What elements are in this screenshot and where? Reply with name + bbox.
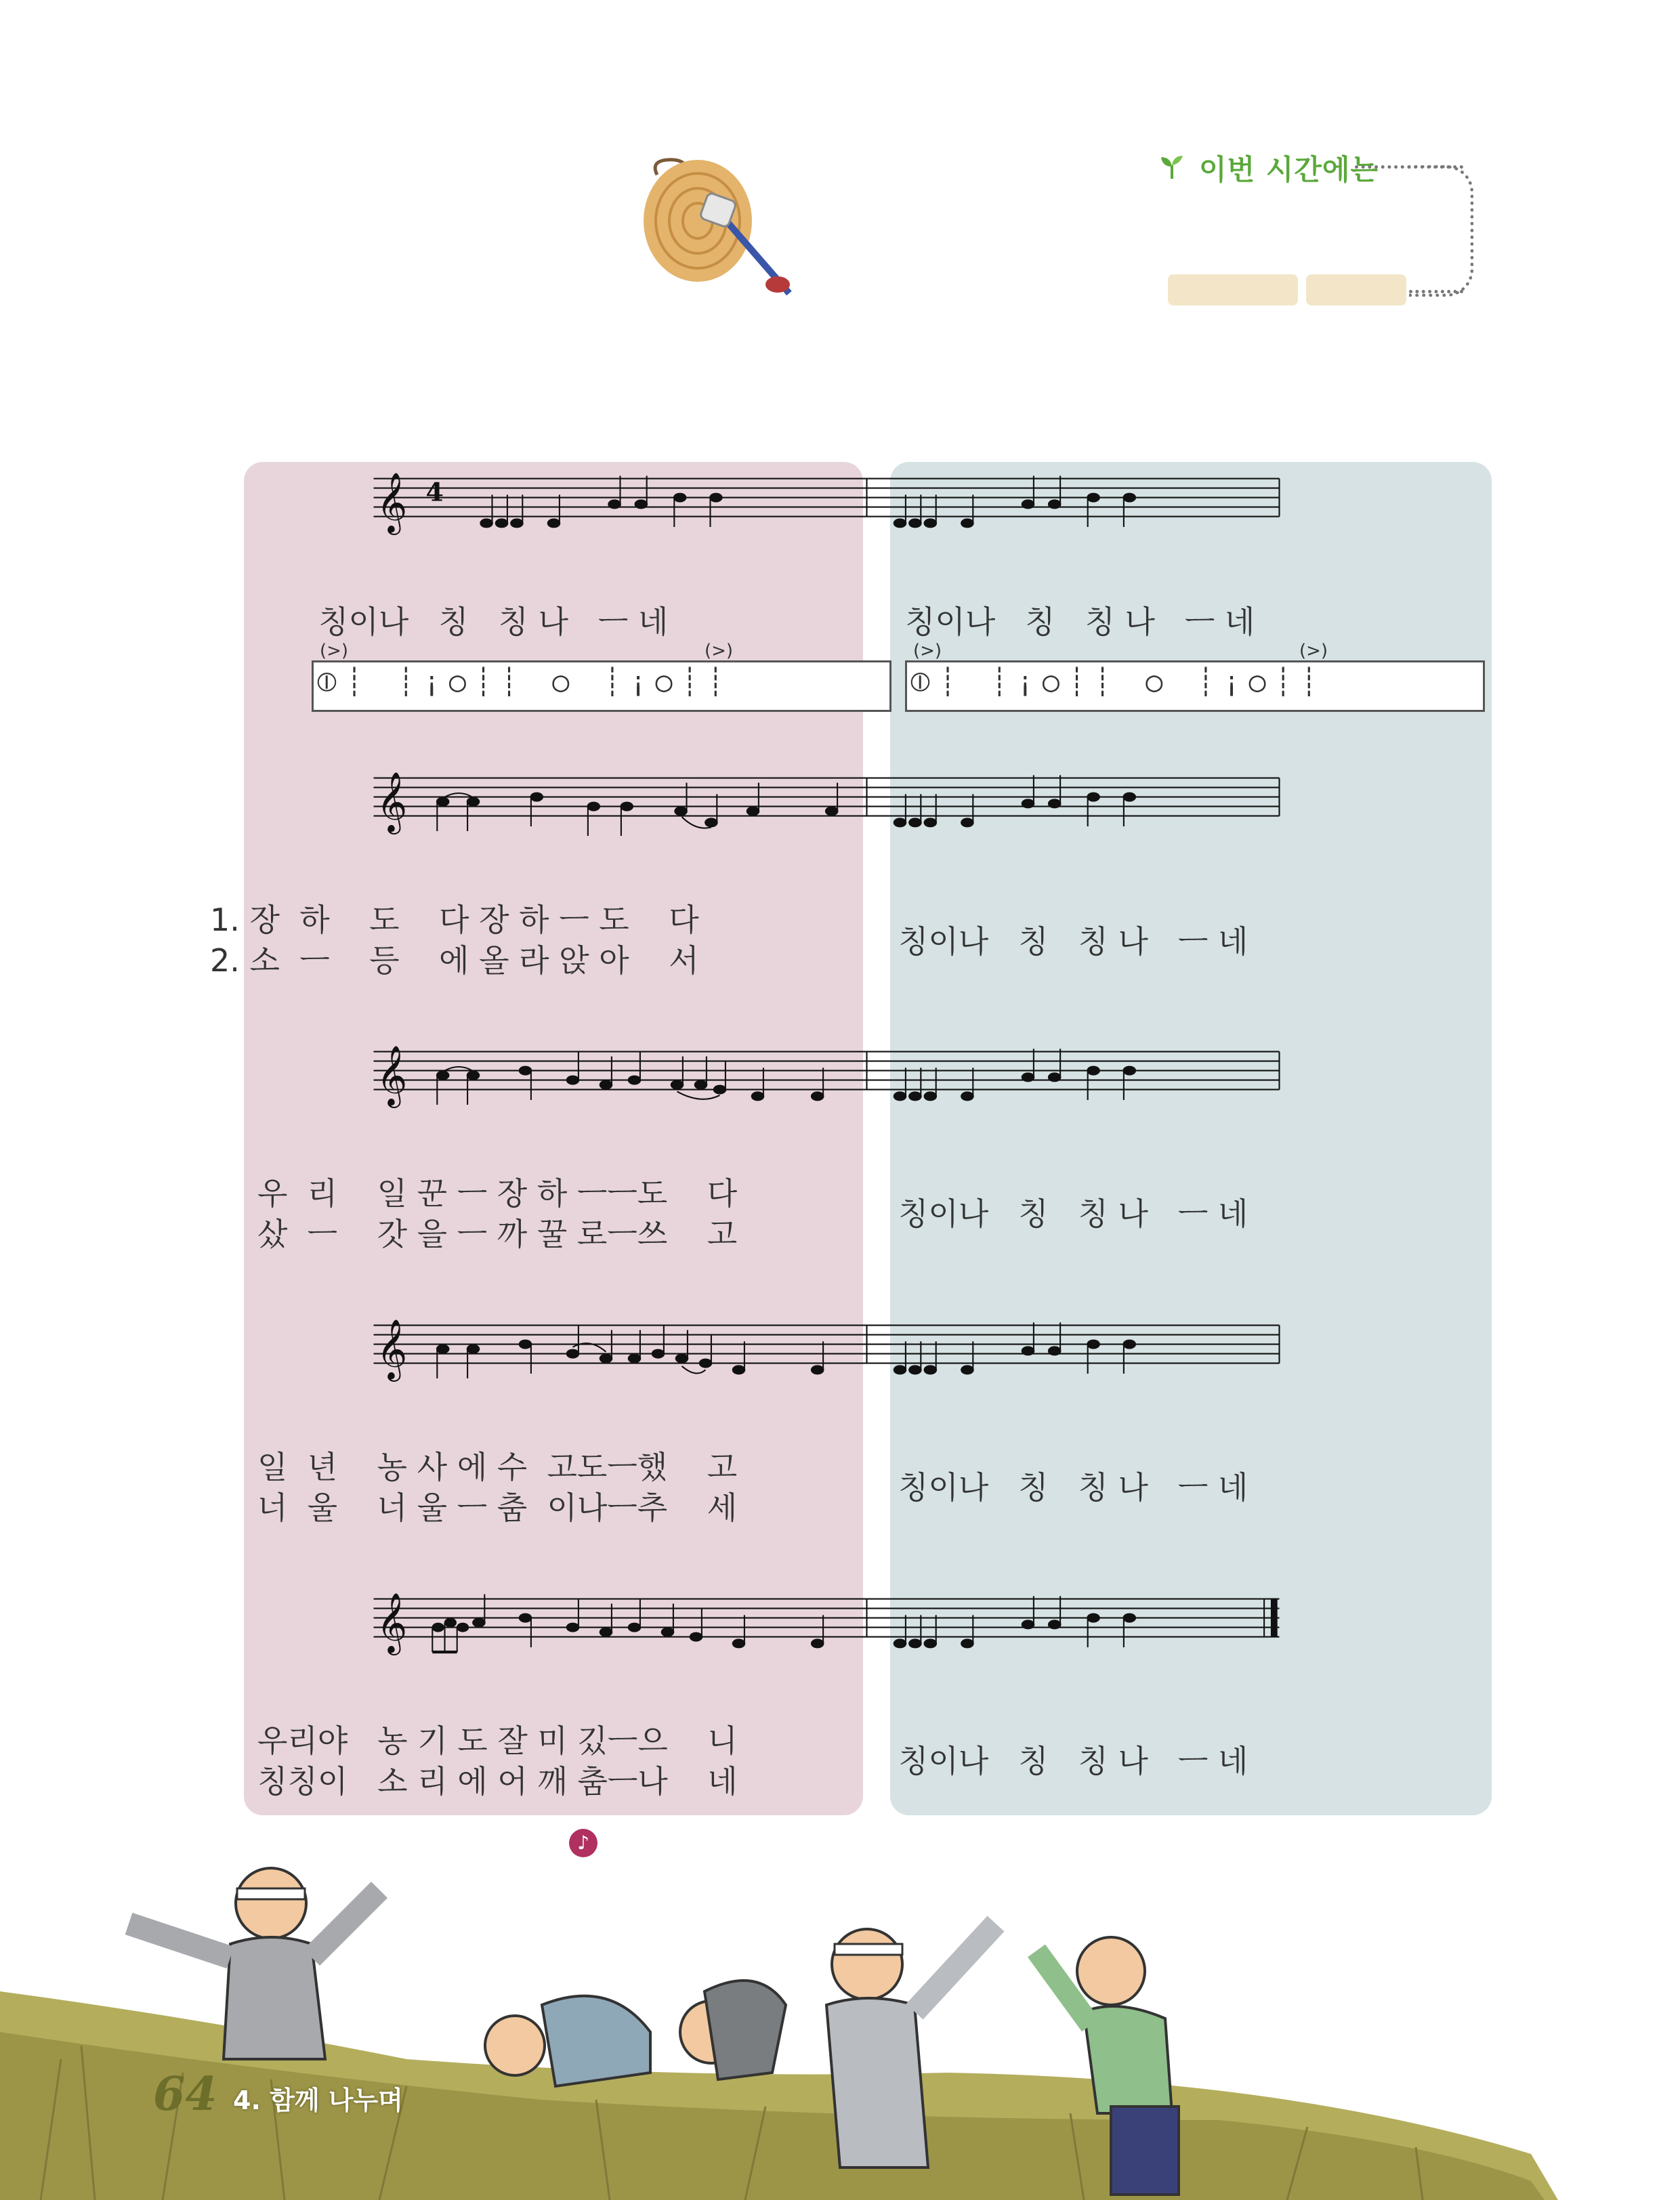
chapter-title: 4. 함께 나누며 [233,2086,403,2115]
svg-text:𝄞: 𝄞 [376,1045,408,1106]
rhythm-pattern-right: ⦶┊ ┊¡◯┊┊ ◯ ┊¡◯┊┊ [910,667,1327,698]
lyric-left-row5-verse2: 칭칭이 소 리 에 어 깨 춤ㅡ나 네 [257,1763,738,1800]
svg-text:𝄞: 𝄞 [376,1319,408,1380]
sprout-icon [1160,153,1184,180]
farmers-illustration [0,1856,1680,2200]
lyric-right-row1: 칭이나 칭 칭 나 ㅡ 네 [905,604,1255,640]
svg-text:𝄞: 𝄞 [376,771,408,832]
lesson-objective-bar-1 [1168,274,1298,305]
music-note-icon: ♪ [569,1829,597,1857]
lyric-left-row4-verse2: 너 울 너 울 ㅡ 춤 이나ㅡ추 세 [257,1489,738,1526]
accent-mark: (>) [705,641,734,661]
lesson-objective-bar-2 [1306,274,1406,305]
lesson-connector [1409,165,1473,297]
accent-mark: (>) [1299,641,1328,661]
lyric-left-row2-verse1: 1. 장 하 도 다 장 하 ㅡ 도 다 [210,902,699,938]
svg-text:𝄞: 𝄞 [376,472,408,533]
lesson-title: 이번 시간에는 [1199,153,1379,186]
lyric-left-row5-verse1: 우리야 농 기 도 잘 미 깄ㅡ으 니 [257,1722,738,1759]
page-number: 64 [153,2067,217,2121]
lesson-dotted-line-bottom [1409,290,1463,293]
accent-mark: (>) [913,641,942,661]
lyric-left-row4-verse1: 일 년 농 사 에 수 고도ㅡ했 고 [257,1449,738,1485]
lyric-right-row5: 칭이나 칭 칭 나 ㅡ 네 [898,1743,1248,1779]
accent-mark: (>) [320,641,349,661]
time-signature: 4 [425,477,444,507]
staff-row-2 [177,760,1485,855]
lyric-right-row2: 칭이나 칭 칭 나 ㅡ 네 [898,923,1248,960]
staff-row-4 [177,1307,1485,1402]
staff-row-1 [177,461,1485,555]
lyric-left-row1: 칭이나 칭 칭 나 ㅡ 네 [318,604,669,640]
lyric-right-row3: 칭이나 칭 칭 나 ㅡ 네 [898,1196,1248,1232]
lyric-left-row3-verse1: 우 리 일 꾼 ㅡ 장 하 ㅡㅡ도 다 [257,1175,738,1212]
lyric-left-row3-verse2: 샀 ㅡ 갓 을 ㅡ 까 꿀 로ㅡ쓰 고 [257,1216,738,1252]
staff-row-3 [177,1034,1485,1128]
gong-illustration [637,154,894,317]
lyric-right-row4: 칭이나 칭 칭 나 ㅡ 네 [898,1469,1248,1506]
svg-text:𝄞: 𝄞 [376,1592,408,1653]
rhythm-pattern-left: ⦶┊ ┊¡◯┊┊ ◯ ┊¡◯┊┊ [317,667,734,698]
lyric-left-row2-verse2: 2. 소 ㅡ 등 에 올 라 앉 아 서 [210,942,699,979]
staff-row-5 [177,1581,1485,1676]
